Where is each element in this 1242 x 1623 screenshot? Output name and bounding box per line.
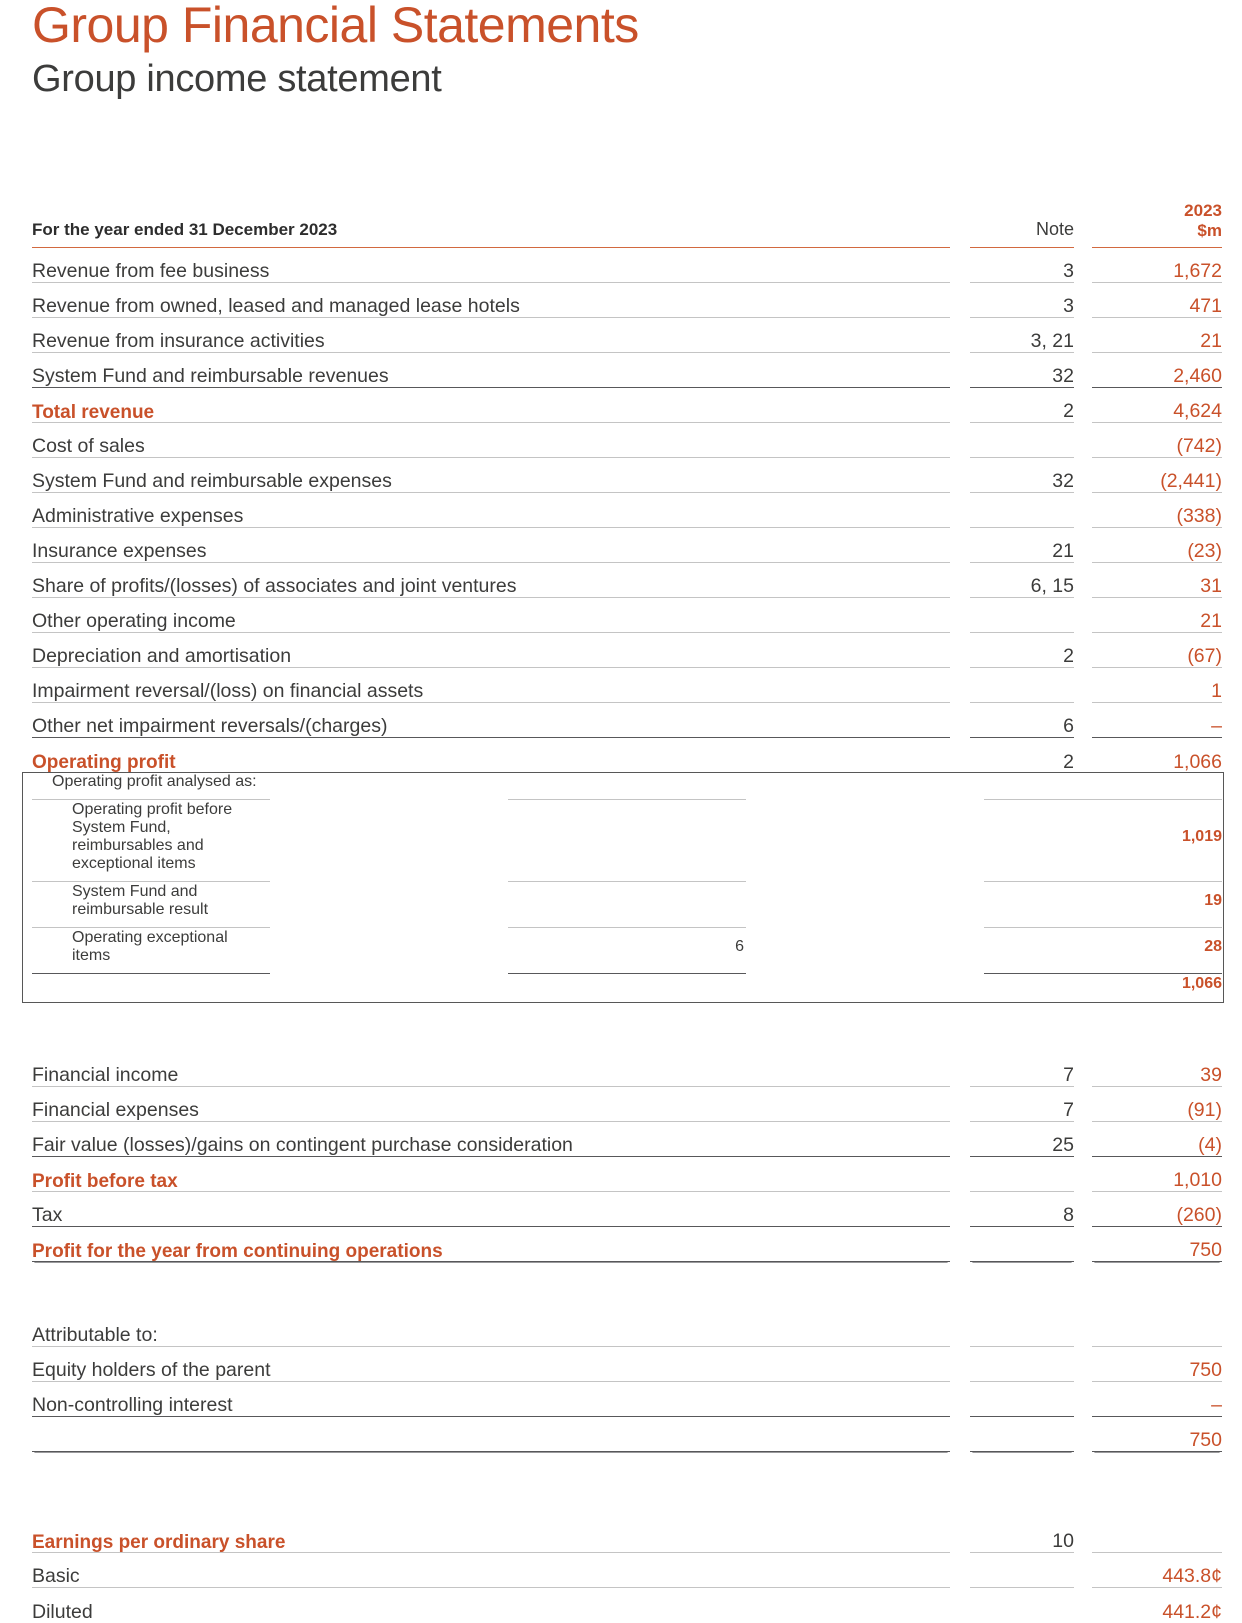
- table-row: [32, 1121, 1222, 1156]
- table-row: [32, 457, 1222, 492]
- row-label: Tax: [32, 1191, 950, 1226]
- row-note: 21: [970, 527, 1074, 562]
- row-note: 3: [970, 247, 1074, 282]
- table-row-operating-profit: [32, 737, 1222, 772]
- table-row: [32, 702, 1222, 737]
- row-label: Non-controlling interest: [32, 1381, 950, 1416]
- row-note: [970, 1346, 1074, 1381]
- row-value: 21: [1092, 317, 1222, 352]
- row-value: (742): [1092, 422, 1222, 457]
- row-note: 3: [970, 282, 1074, 317]
- row-note: 32: [970, 457, 1074, 492]
- attributable-total-row: [32, 1416, 1222, 1451]
- table-row-profit-before-tax: [32, 1156, 1222, 1191]
- row-note: 6: [970, 702, 1074, 737]
- row-value: (2,441): [1092, 457, 1222, 492]
- row-note: [970, 492, 1074, 527]
- row-label: Financial income: [32, 1051, 950, 1086]
- row-value: 443.8¢: [1092, 1552, 1222, 1587]
- row-value: 2,460: [1092, 352, 1222, 387]
- row-note: [970, 1381, 1074, 1416]
- row-note: [970, 667, 1074, 702]
- row-value: [984, 772, 1222, 800]
- table-row: [32, 632, 1222, 667]
- column-header-unit: $m: [1197, 220, 1222, 240]
- row-label: Other operating income: [32, 597, 950, 632]
- table-row: [32, 562, 1222, 597]
- row-note: [508, 800, 746, 882]
- row-note: [970, 1226, 1074, 1261]
- row-value: –: [1092, 702, 1222, 737]
- row-value: 750: [1092, 1416, 1222, 1451]
- table-row: [32, 667, 1222, 702]
- row-value: 1: [1092, 667, 1222, 702]
- row-label: Attributable to:: [32, 1311, 950, 1346]
- row-note: 2: [1063, 750, 1074, 773]
- row-value: 39: [1092, 1051, 1222, 1086]
- table-row: [32, 1191, 1222, 1226]
- column-header-year: 2023: [1184, 200, 1222, 220]
- row-value: (23): [1092, 527, 1222, 562]
- row-value: 4,624: [1092, 387, 1222, 422]
- income-statement-table-top: [32, 201, 1222, 773]
- row-label: Depreciation and amortisation: [32, 632, 950, 667]
- row-note: 3, 21: [970, 317, 1074, 352]
- row-note: 10: [970, 1517, 1074, 1552]
- table-row: [32, 597, 1222, 632]
- row-value: (91): [1092, 1086, 1222, 1121]
- row-note: 2: [970, 632, 1074, 667]
- row-value: 750: [1092, 1226, 1222, 1261]
- attributable-heading-row: [32, 1311, 1222, 1346]
- row-value: 1,672: [1092, 247, 1222, 282]
- row-value: 19: [984, 882, 1222, 928]
- row-note: [508, 974, 746, 1002]
- table-row: [32, 527, 1222, 562]
- section-spacer: [32, 1001, 1222, 1051]
- row-value: (338): [1092, 492, 1222, 527]
- row-label: Revenue from fee business: [32, 247, 950, 282]
- row-label: System Fund and reimbursable expenses: [32, 457, 950, 492]
- table-row: [32, 1552, 1222, 1587]
- table-row: [32, 247, 1222, 282]
- row-label: Administrative expenses: [32, 492, 950, 527]
- row-note: [970, 1587, 1074, 1622]
- operating-profit-analysis-box: [32, 772, 1222, 1001]
- row-label: Operating exceptional items: [32, 928, 270, 974]
- row-value: 471: [1092, 282, 1222, 317]
- table-row: [32, 422, 1222, 457]
- row-value: 1,066: [1181, 975, 1222, 993]
- table-row: [32, 1051, 1222, 1086]
- row-label: [32, 974, 270, 1002]
- table-row: [32, 1346, 1222, 1381]
- row-note: 7: [970, 1051, 1074, 1086]
- row-value: (4): [1092, 1121, 1222, 1156]
- row-note: [970, 1416, 1074, 1451]
- row-note: 32: [970, 352, 1074, 387]
- table-row: [32, 882, 1222, 928]
- section-spacer: [32, 1451, 1222, 1517]
- row-label: Diluted: [32, 1600, 93, 1623]
- row-label: Equity holders of the parent: [32, 1346, 950, 1381]
- row-label: Profit for the year from continuing operations: [32, 1226, 950, 1261]
- analysis-total-row: [32, 974, 1222, 1002]
- row-note: [970, 1156, 1074, 1191]
- row-label: Total revenue: [32, 387, 950, 422]
- row-label: Financial expenses: [32, 1086, 950, 1121]
- row-label: [32, 1416, 950, 1451]
- row-note: [508, 772, 746, 800]
- row-label: Operating profit analysed as:: [32, 772, 270, 800]
- table-row: [32, 317, 1222, 352]
- row-note: [970, 1311, 1074, 1346]
- row-label: Profit before tax: [32, 1156, 950, 1191]
- row-value: [1092, 1517, 1222, 1552]
- row-label: Operating profit before System Fund, reimbursables and exceptional items: [32, 800, 270, 882]
- row-value: (260): [1092, 1191, 1222, 1226]
- page-subtitle: Group income statement: [32, 58, 442, 100]
- table-header-row: [32, 201, 1222, 248]
- column-header-period: For the year ended 31 December 2023: [32, 201, 950, 248]
- row-note: 2: [970, 387, 1074, 422]
- table-row-total-revenue: [32, 387, 1222, 422]
- column-header-note: Note: [970, 201, 1074, 248]
- table-row: [32, 352, 1222, 387]
- row-value: 31: [1092, 562, 1222, 597]
- row-note: [970, 422, 1074, 457]
- row-value: 750: [1092, 1346, 1222, 1381]
- eps-heading-row: [32, 1517, 1222, 1552]
- table-row: [32, 282, 1222, 317]
- row-label: Share of profits/(losses) of associates and joint ventures: [32, 562, 950, 597]
- table-row: [32, 1587, 1222, 1622]
- row-note: [970, 1552, 1074, 1587]
- row-note: [970, 597, 1074, 632]
- section-spacer: [32, 1261, 1222, 1311]
- row-value: 28: [984, 928, 1222, 974]
- row-label: Fair value (losses)/gains on contingent purchase consideration: [32, 1121, 950, 1156]
- column-header-value: [1092, 201, 1222, 248]
- row-label: Basic: [32, 1552, 950, 1587]
- row-note: 7: [970, 1086, 1074, 1121]
- row-value: [1092, 1311, 1222, 1346]
- row-value: 1,010: [1092, 1156, 1222, 1191]
- row-value: 21: [1092, 597, 1222, 632]
- income-statement-table-bottom: [32, 1001, 1222, 1622]
- row-value: (67): [1092, 632, 1222, 667]
- table-row: [32, 800, 1222, 882]
- row-value: 1,019: [984, 800, 1222, 882]
- row-value: 1,066: [1173, 750, 1222, 773]
- row-label: System Fund and reimbursable result: [32, 882, 270, 928]
- table-row: [32, 1086, 1222, 1121]
- table-row: [32, 1381, 1222, 1416]
- row-label: Earnings per ordinary share: [32, 1517, 950, 1552]
- row-value: 441.2¢: [1162, 1600, 1222, 1623]
- row-value: –: [1092, 1381, 1222, 1416]
- row-note: 6: [508, 928, 746, 974]
- row-note: 8: [970, 1191, 1074, 1226]
- page-title: Group Financial Statements: [32, 0, 639, 53]
- row-label: Revenue from owned, leased and managed lease hotels: [32, 282, 950, 317]
- table-row-profit-continuing-ops: [32, 1226, 1222, 1261]
- table-row: [32, 492, 1222, 527]
- table-row: [32, 928, 1222, 974]
- row-label: System Fund and reimbursable revenues: [32, 352, 950, 387]
- analysis-table: [32, 772, 1222, 1001]
- row-label: Other net impairment reversals/(charges): [32, 702, 950, 737]
- row-label: Revenue from insurance activities: [32, 317, 950, 352]
- row-note: [508, 882, 746, 928]
- row-label: Cost of sales: [32, 422, 950, 457]
- row-note: 25: [970, 1121, 1074, 1156]
- row-label: Operating profit: [32, 752, 176, 774]
- analysis-heading-row: [32, 772, 1222, 800]
- row-note: 6, 15: [970, 562, 1074, 597]
- row-label: Impairment reversal/(loss) on financial assets: [32, 667, 950, 702]
- row-label: Insurance expenses: [32, 527, 950, 562]
